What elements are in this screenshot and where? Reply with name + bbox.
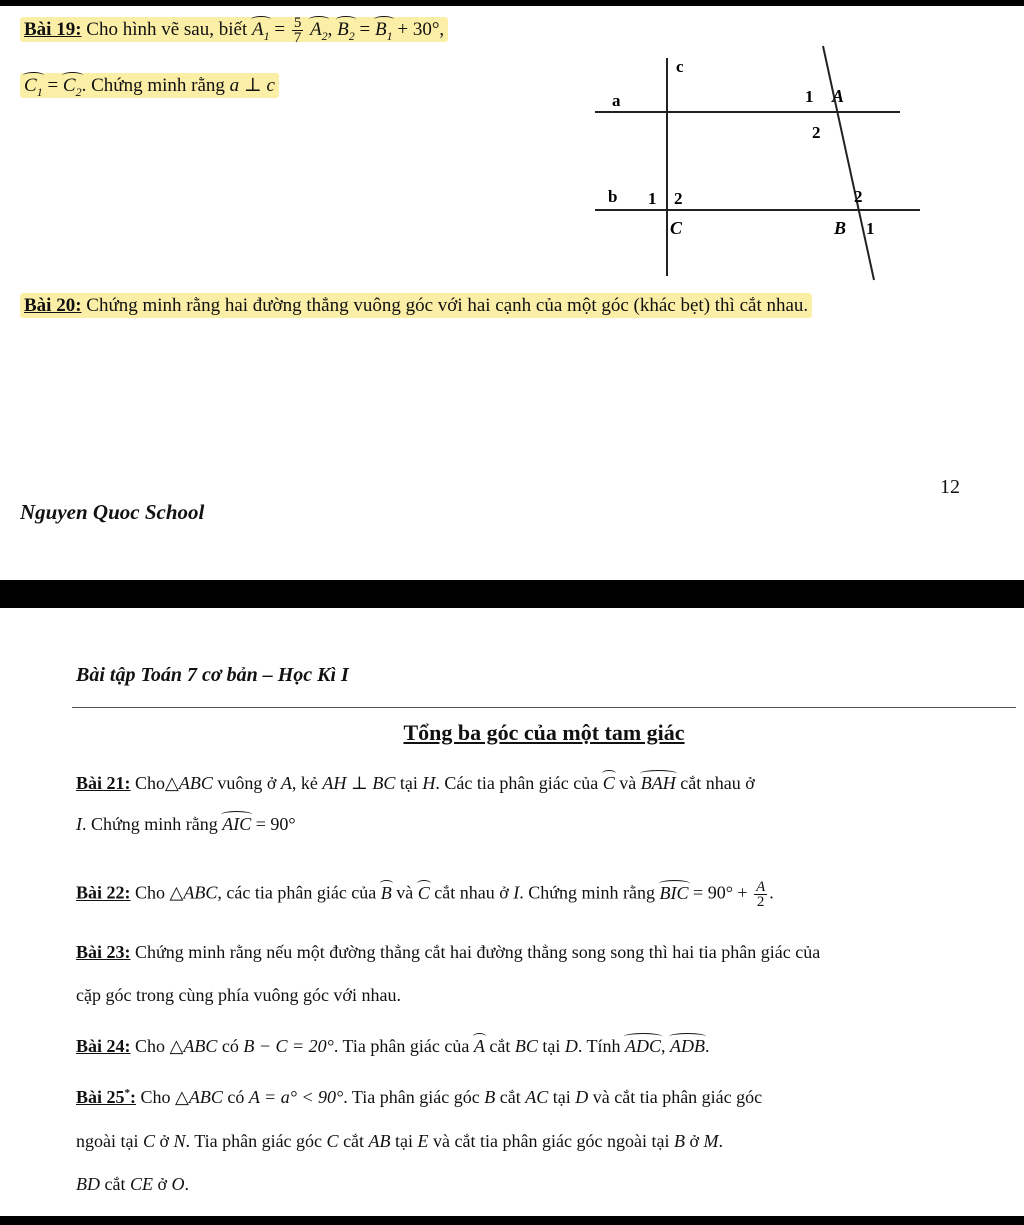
b19-intro: Cho hình vẽ sau, biết — [81, 18, 252, 40]
label-C: C — [670, 218, 683, 238]
label-c: c — [676, 57, 684, 76]
b19-label: Bài 19: — [24, 18, 82, 40]
b25-line2: ngoài tại C ở N. Tia phân giác góc C cắt AB tại E và cắt tia phân giác góc ngoài tại B ở M. — [76, 1131, 723, 1151]
b20-label: Bài 20: — [24, 295, 82, 316]
b20-text: Chứng minh rằng hai đường thẳng vuông góc với hai cạnh của một góc (khác bẹt) thì cắt nhau. — [81, 295, 809, 316]
b19-highlight-1: Bài 19: Cho hình vẽ sau, biết $A_1$ = $\frac{5}{7}$ $A_2$, $B_2 = B_1 + 30^\circ$, — [20, 17, 448, 42]
fraction-a-over-2: $\frac{A}{2}$ — [756, 879, 766, 910]
fraction-5-7: $\frac{5}{7}$ — [293, 15, 302, 46]
b23-label: Bài 23: — [76, 942, 131, 962]
b25-line1: Bài 25*: Cho △ABC có A = a° < 90°. Tia phân giác góc B cắt AC tại D và cắt tia phân giác góc — [76, 1087, 763, 1107]
angle-b2: $B_2$ — [337, 18, 355, 43]
b24-label: Bài 24: — [76, 1036, 131, 1056]
bottom-black-bar — [0, 1216, 1024, 1225]
b25-label: Bài 25*: — [76, 1087, 137, 1107]
b22-line: Bài 22: Cho △ABC, các tia phân giác của B và C cắt nhau ở I. Chứng minh rằng BIC = 90° + $\frac{A}{2}$ . — [76, 879, 774, 910]
b22-label: Bài 22: — [76, 882, 131, 903]
page-number: 12 — [940, 476, 960, 498]
label-b: b — [608, 187, 618, 206]
label-C2: 2 — [674, 189, 683, 208]
a-perp-c: a ⊥ c — [229, 75, 275, 96]
b20-highlight — [20, 293, 812, 318]
label-B2: 2 — [854, 187, 863, 206]
label-B: B — [834, 218, 847, 238]
top-black-bar — [0, 0, 1024, 6]
label-A2: 2 — [812, 123, 821, 142]
page-separator-bar — [0, 580, 1024, 608]
geometry-figure — [590, 40, 930, 290]
footer-school: Nguyen Quoc School — [20, 500, 205, 524]
header-rule — [72, 707, 1016, 708]
section-title: Tổng ba góc của một tam giác — [403, 720, 685, 745]
label-A1: 1 — [805, 87, 814, 106]
b19-line1 — [20, 16, 448, 45]
label-a: a — [612, 91, 621, 110]
b21-line1: Bài 21: Cho△ABC vuông ở A, kẻ AH ⊥ BC tại H. Các tia phân giác của C và BAH cắt nhau ở — [76, 773, 755, 793]
b21-label: Bài 21: — [76, 773, 131, 793]
angle-c2: $C_2$ — [62, 75, 82, 99]
b19-highlight-2: $C_1 = C_2$. Chứng minh rằng a ⊥ c — [20, 73, 279, 98]
label-B1: 1 — [866, 219, 875, 238]
label-C1: 1 — [648, 189, 657, 208]
b23-line1: Bài 23: Chứng minh rằng nếu một đường thẳng cắt hai đường thẳng song song thì hai tia phân giác của — [76, 942, 821, 962]
angle-b1: $B_1$ — [375, 18, 393, 43]
b24-line: Bài 24: Cho △ABC có B − C = 20°. Tia phân giác của A cắt BC tại D. Tính ADC, ADB. — [76, 1036, 710, 1056]
b19-line2 — [20, 74, 279, 100]
b23-line2: cặp góc trong cùng phía vuông góc với nhau. — [76, 985, 401, 1005]
page-header: Bài tập Toán 7 cơ bản – Học Kì I — [76, 664, 349, 686]
b21-line2: I. Chứng minh rằng AIC = 90° — [76, 814, 296, 834]
b20-line — [20, 295, 812, 317]
label-A: A — [832, 86, 845, 106]
angle-c1: $C_1$ — [24, 75, 43, 99]
angle-a2: $A_2$ — [310, 18, 328, 43]
transversal — [823, 46, 874, 280]
angle-a1: $A_1$ — [251, 18, 270, 43]
b25-line3: BD cắt CE ở O. — [76, 1174, 190, 1194]
